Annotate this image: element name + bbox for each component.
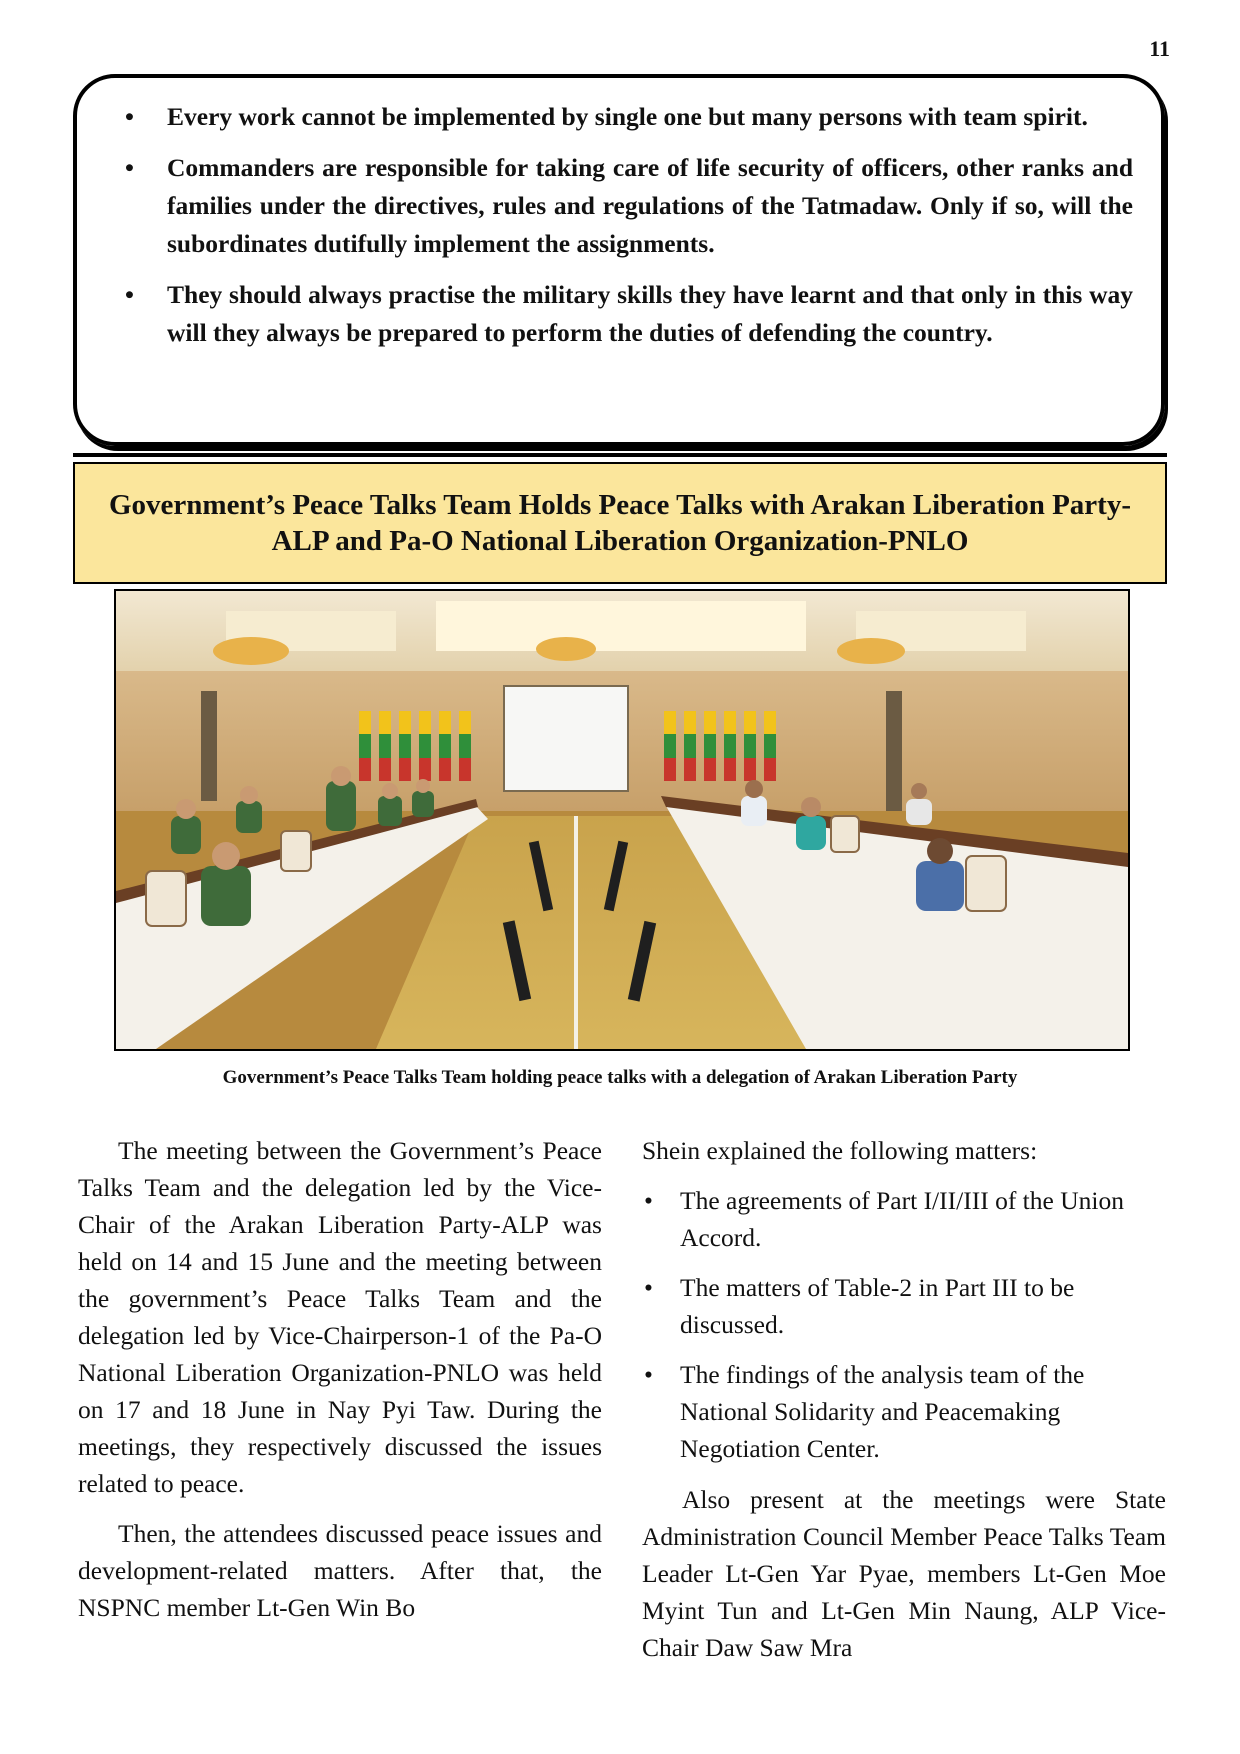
section-divider [73, 453, 1167, 457]
body-paragraph: Shein explained the following matters: [642, 1136, 1038, 1165]
photo-caption: Government’s Peace Talks Team holding peace talks with a delegation of Arakan Liberation Party [222, 1067, 1018, 1088]
page-number: 11 [1149, 36, 1170, 61]
key-point: • Commanders are responsible for taking care of life security of officers, other ranks and families under the directives, rules and regulations of the Tatmadaw. Only if so, will the subordinates dutifully implement the assignments. [167, 149, 1133, 263]
key-points-list [113, 98, 1133, 352]
article-headline: Government’s Peace Talks Team Holds Peace Talks with Arakan Liberation Party-ALP and Pa-O National Liberation Organization-PNLO [108, 489, 1131, 557]
key-point: • Every work cannot be implemented by single one but many persons with team spirit. [167, 98, 1133, 136]
matters-list [642, 1182, 1166, 1467]
headline-box [73, 462, 1167, 584]
matter-item: • The matters of Table-2 in Part III to be discussed. [680, 1269, 1166, 1343]
key-point: • They should always practise the military skills they have learnt and that only in this way will they always be prepared to perform the duties of defending the country. [167, 276, 1133, 352]
meeting-photo [114, 589, 1130, 1051]
key-points-box [73, 74, 1165, 446]
article-column-right [642, 1132, 1166, 1679]
matter-item: • The findings of the analysis team of the National Solidarity and Peacemaking Negotiation Center. [680, 1356, 1166, 1467]
article-column-left [78, 1132, 602, 1639]
body-paragraph: Also present at the meetings were State Administration Council Member Peace Talks Team Leader Lt-Gen Yar Pyae, members Lt-Gen Moe Myint Tun and Lt-Gen Min Naung, ALP Vice-Chair Daw Saw Mra [642, 1485, 1166, 1662]
matter-item: • The agreements of Part I/II/III of the Union Accord. [680, 1182, 1166, 1256]
body-paragraph: The meeting between the Government’s Peace Talks Team and the delegation led by the Vice-Chair of the Arakan Liberation Party-ALP was held on 14 and 15 June and the meeting between the government’s Peace Talks Team and the delegation led by Vice-Chairperson-1 of the Pa-O National Liberation Organization-PNLO was held on 17 and 18 June in Nay Pyi Taw. During the meetings, they respectively discussed the issues related to peace. [78, 1136, 602, 1498]
body-paragraph: Then, the attendees discussed peace issues and development-related matters. After that, the NSPNC member Lt-Gen Win Bo [78, 1519, 602, 1622]
meeting-room-illustration [116, 591, 1128, 1049]
